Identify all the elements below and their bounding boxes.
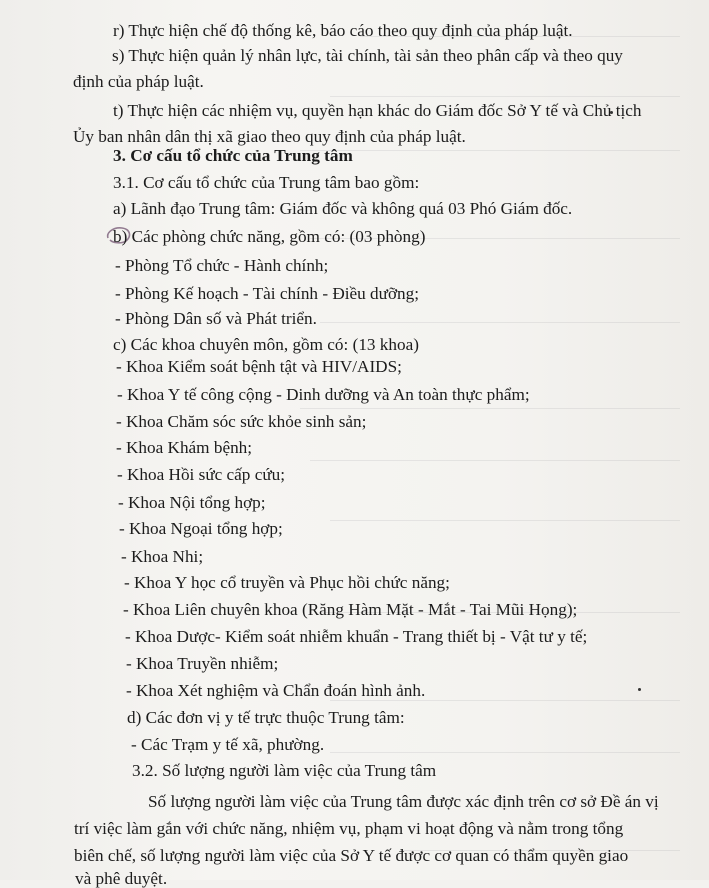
subheading-3-1: 3.1. Cơ cấu tổ chức của Trung tâm bao gồm:: [113, 173, 420, 192]
section-r-text: r) Thực hiện chế độ thống kê, báo cáo theo quy định của pháp luật.: [113, 21, 573, 40]
bleed-texture: [330, 752, 680, 753]
khoa-item: - Khoa Dược- Kiểm soát nhiễm khuẩn - Trang thiết bị - Vật tư y tế;: [125, 627, 588, 646]
khoa-item: - Khoa Nhi;: [121, 547, 204, 566]
bleed-texture: [310, 460, 680, 461]
para-3-2-line4: và phê duyệt.: [75, 869, 168, 888]
khoa-item: - Khoa Ngoại tổng hợp;: [119, 519, 283, 538]
heading-section-3: 3. Cơ cấu tổ chức của Trung tâm: [113, 146, 353, 165]
phong-item: - Phòng Dân số và Phát triển.: [115, 309, 317, 328]
bleed-texture: [330, 700, 680, 701]
bleed-texture: [300, 150, 680, 151]
section-s-line1: s) Thực hiện quản lý nhân lực, tài chính, tài sản theo phân cấp và theo quy: [112, 46, 623, 65]
bleed-texture: [320, 322, 680, 323]
section-s-line2: định của pháp luật.: [73, 72, 204, 91]
khoa-item: - Khoa Xét nghiệm và Chẩn đoán hình ảnh.: [126, 681, 426, 700]
bleed-texture: [330, 520, 680, 521]
section-t-line2: Ủy ban nhân dân thị xã giao theo quy định của pháp luật.: [73, 127, 466, 146]
khoa-item: - Khoa Y tế công cộng - Dinh dưỡng và An toàn thực phẩm;: [117, 385, 530, 404]
khoa-item: - Khoa Liên chuyên khoa (Răng Hàm Mặt - Mắt - Tai Mũi Họng);: [123, 600, 578, 619]
khoa-item: - Khoa Hồi sức cấp cứu;: [117, 465, 286, 484]
phong-item: - Phòng Tổ chức - Hành chính;: [115, 256, 329, 275]
khoa-item: - Khoa Kiểm soát bệnh tật và HIV/AIDS;: [116, 357, 402, 376]
item-d-text: d) Các đơn vị y tế trực thuộc Trung tâm:: [127, 708, 405, 727]
khoa-item: - Khoa Truyền nhiễm;: [126, 654, 279, 673]
khoa-item: - Khoa Chăm sóc sức khỏe sinh sản;: [116, 412, 367, 431]
para-3-2-line3: biên chế, số lượng người làm việc của Sở Y tế được cơ quan có thẩm quyền giao: [74, 846, 629, 865]
section-t-line1: t) Thực hiện các nhiệm vụ, quyền hạn khác do Giám đốc Sở Y tế và Chủ tịch: [113, 101, 642, 120]
khoa-item: - Khoa Khám bệnh;: [116, 438, 253, 457]
ink-dot: [638, 688, 641, 691]
item-c-text: c) Các khoa chuyên môn, gồm có: (13 khoa): [113, 335, 419, 354]
subheading-3-2: 3.2. Số lượng người làm việc của Trung tâm: [132, 761, 437, 780]
item-a-text: a) Lãnh đạo Trung tâm: Giám đốc và không quá 03 Phó Giám đốc.: [113, 199, 573, 218]
para-3-2-line1: Số lượng người làm việc của Trung tâm được xác định trên cơ sở Đề án vị: [148, 792, 659, 811]
item-b-text: b) Các phòng chức năng, gồm có: (03 phòng): [113, 227, 426, 246]
khoa-item: - Khoa Nội tổng hợp;: [118, 493, 266, 512]
phong-item: - Phòng Kế hoạch - Tài chính - Điều dưỡng;: [115, 284, 420, 303]
khoa-item: - Khoa Y học cổ truyền và Phục hồi chức năng;: [124, 573, 450, 592]
para-3-2-line2: trí việc làm gắn với chức năng, nhiệm vụ, phạm vi hoạt động và nằm trong tổng: [74, 819, 624, 838]
bleed-texture: [330, 96, 680, 97]
tram-item: - Các Trạm y tế xã, phường.: [131, 735, 325, 754]
bleed-texture: [300, 408, 680, 409]
